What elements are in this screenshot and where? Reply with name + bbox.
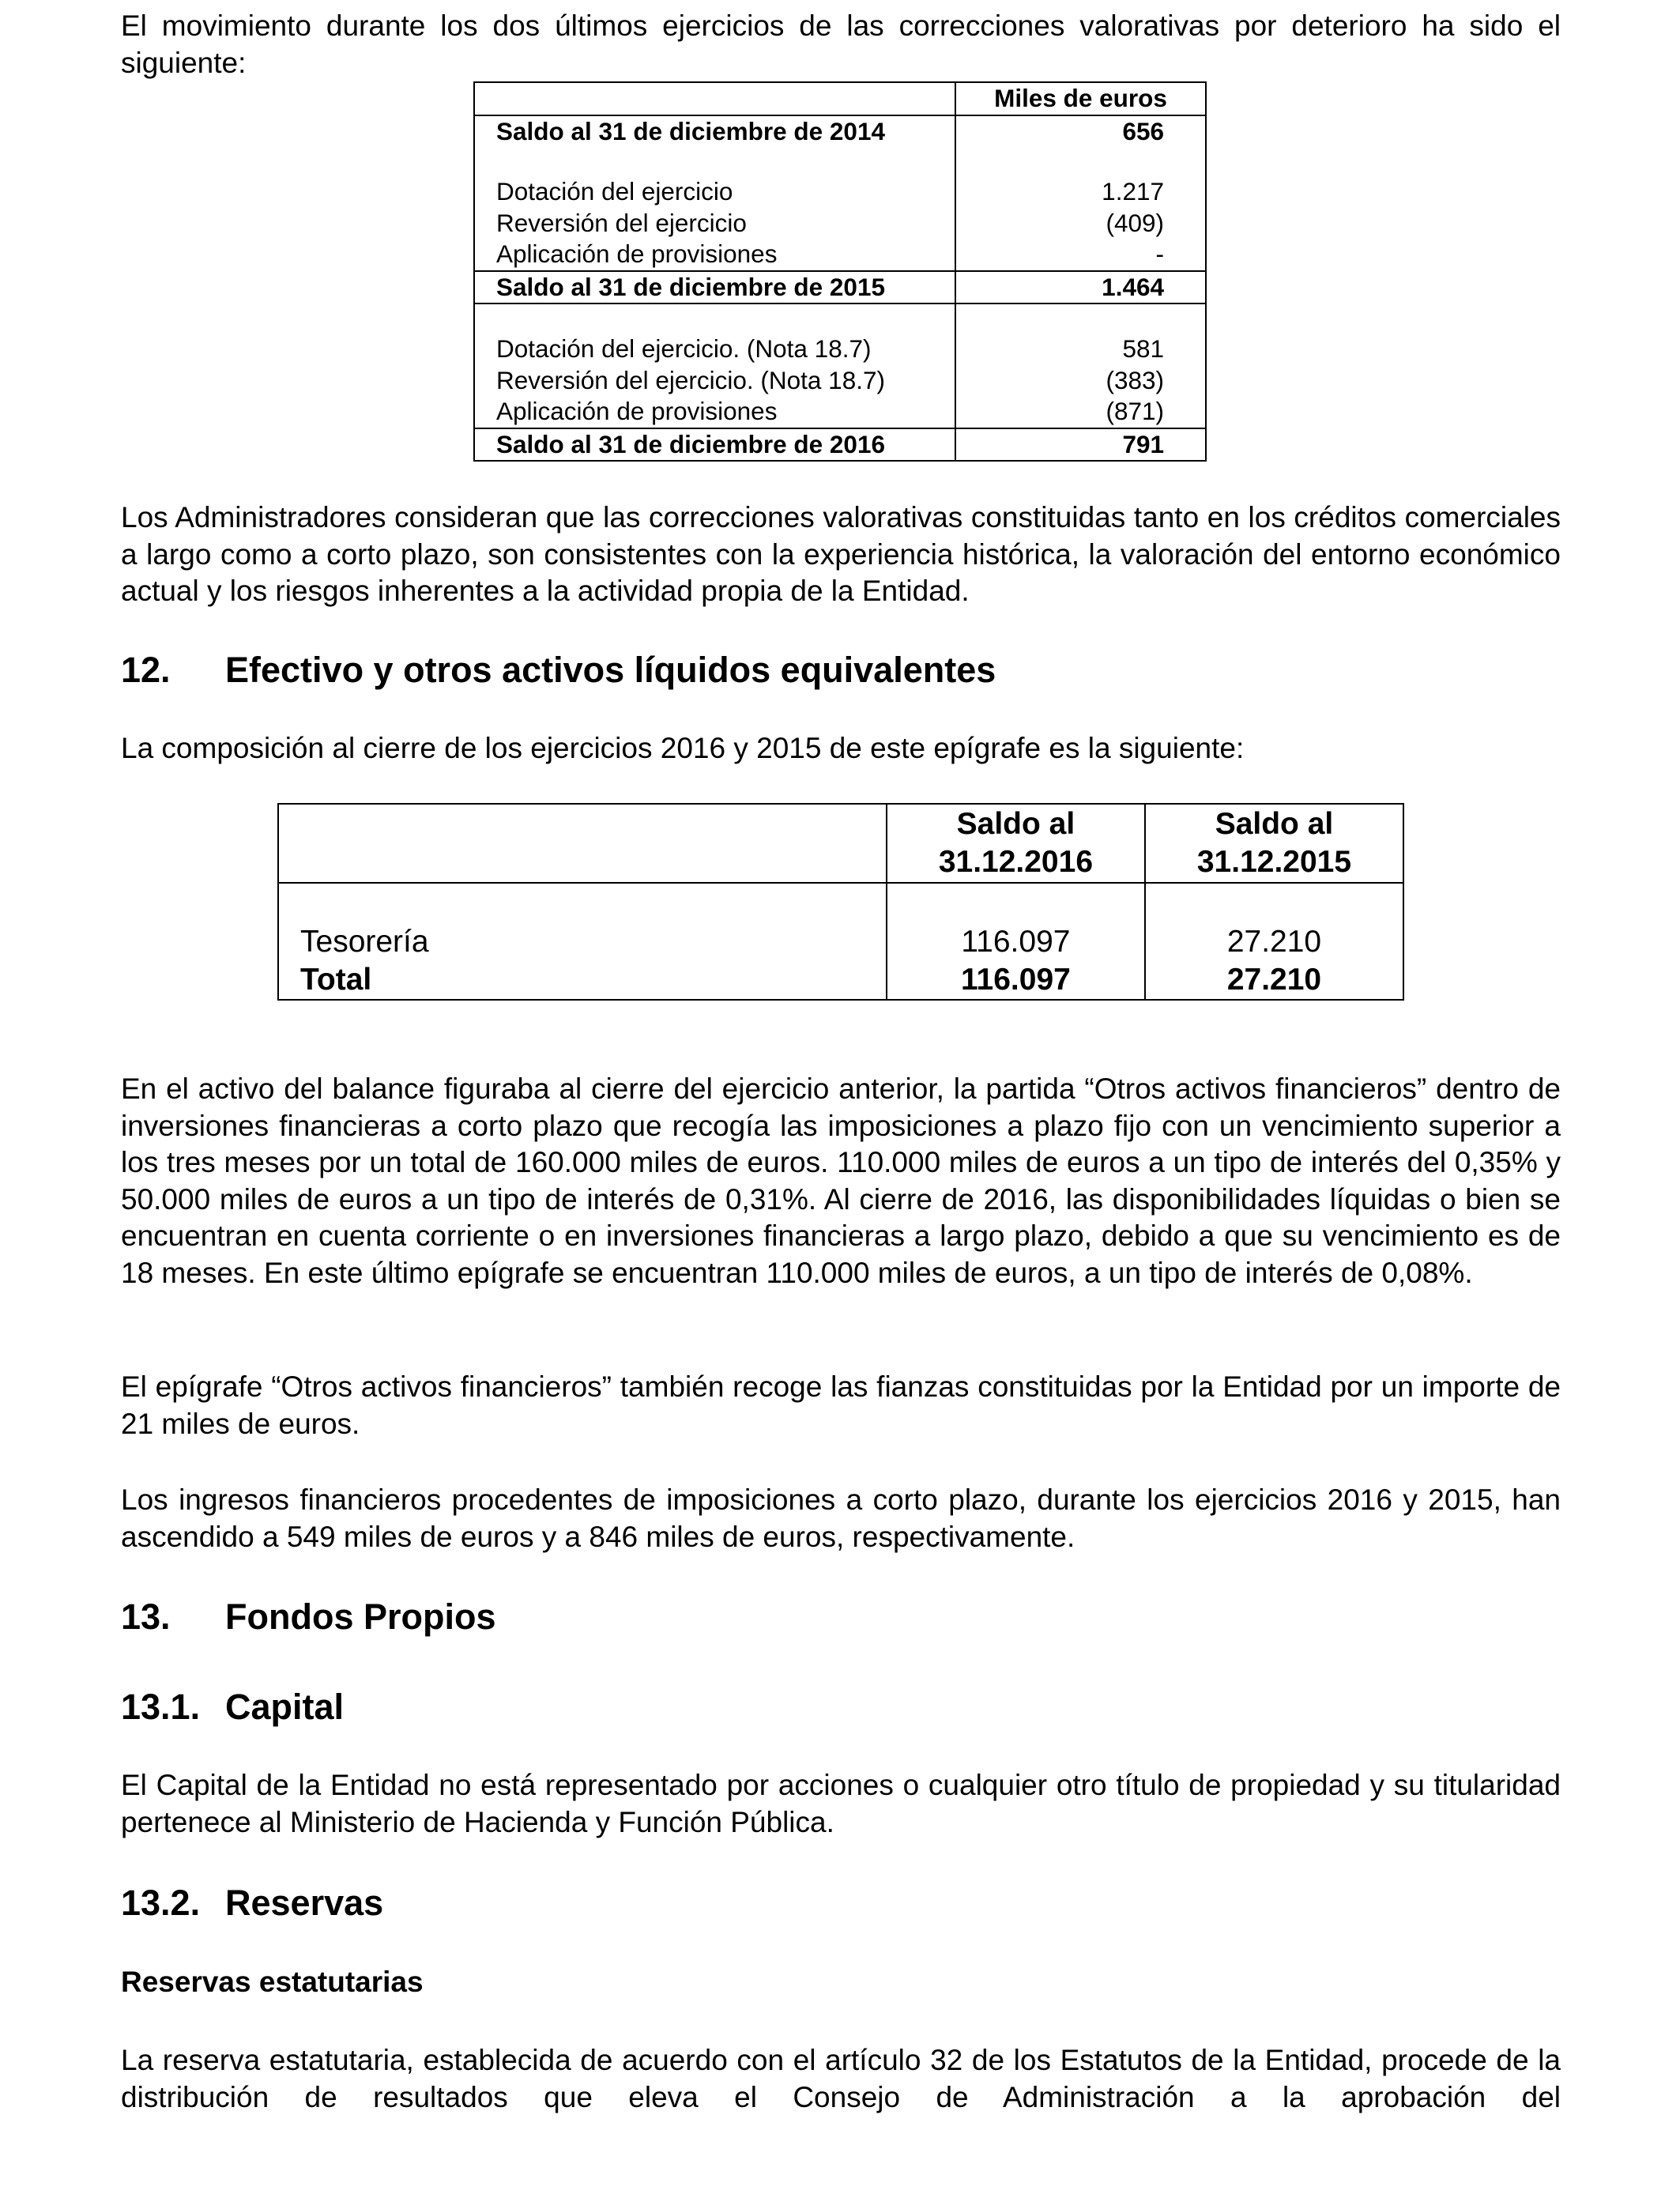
- table-row: Tesorería 116.097 27.210: [278, 883, 1403, 961]
- section-13-1-heading: 13.1. Capital: [121, 1687, 345, 1727]
- table-row: Aplicación de provisiones -: [474, 239, 1206, 271]
- reservas-estatutarias-heading: Reservas estatutarias: [121, 1966, 424, 1998]
- section-12-paragraph-3: Los ingresos financieros procedentes de imposiciones a corto plazo, durante los ejercicios 2016 y 2015, han ascendido a 549 miles de euros y a 846 miles de euros, respectivamente.: [121, 1483, 1561, 1553]
- table-row: Aplicación de provisiones (871): [474, 396, 1206, 428]
- table-row: Reversión del ejercicio. (Nota 18.7) (383): [474, 365, 1206, 397]
- section-13-2-text: La reserva estatutaria, establecida de acuerdo con el artículo 32 de los Estatutos de la Entidad, procede de la distribución de resultados que eleva el Consejo de Administración a la aprobación del: [121, 2044, 1561, 2113]
- table-total-row: Total 116.097 27.210: [278, 961, 1403, 1000]
- section-12-paragraph-2: El epígrafe “Otros activos financieros” también recoge las fianzas constituidas por la Entidad por un importe de 21 miles de euros.: [121, 1370, 1561, 1440]
- section-12-heading: 12. Efectivo y otros activos líquidos equivalentes: [121, 650, 996, 690]
- section-12-intro: La composición al cierre de los ejercicios 2016 y 2015 de este epígrafe es la siguiente:: [121, 732, 1245, 764]
- column-header: Miles de euros: [955, 82, 1206, 115]
- deterioro-table: [473, 81, 1207, 462]
- efectivo-table: [277, 803, 1404, 1001]
- table-header-row: [278, 804, 1403, 883]
- column-header-2015: Saldo al 31.12.2015: [1145, 804, 1403, 883]
- section-13-heading: 13. Fondos Propios: [121, 1596, 496, 1637]
- table-row: Saldo al 31 de diciembre de 2014 656: [474, 115, 1206, 148]
- table-row: Saldo al 31 de diciembre de 2016 791: [474, 428, 1206, 462]
- table-row: Reversión del ejercicio (409): [474, 208, 1206, 239]
- section-13-2-heading: 13.2. Reservas: [121, 1883, 384, 1923]
- table-row: Saldo al 31 de diciembre de 2015 1.464: [474, 271, 1206, 304]
- intro-paragraph: El movimiento durante los dos últimos ejercicios de las correcciones valorativas por deterioro ha sido el siguiente:: [121, 9, 1561, 79]
- table-row: Dotación del ejercicio 1.217: [474, 176, 1206, 208]
- section-13-1-text: El Capital de la Entidad no está representado por acciones o cualquier otro título de propiedad y su titularidad pertenece al Ministerio de Hacienda y Función Pública.: [121, 1769, 1561, 1838]
- administradores-paragraph: Los Administradores consideran que las correcciones valorativas constituidas tanto en los créditos comerciales a largo como a corto plazo, son consistentes con la experiencia histórica, la valoración del entorno económico actual y los riesgos inherentes a la actividad propia de la Entidad.: [121, 501, 1561, 607]
- table-header-row: [474, 82, 1206, 115]
- section-12-paragraph-1: En el activo del balance figuraba al cierre del ejercicio anterior, la partida “Otros activos financieros” dentro de inversiones financieras a corto plazo que recogía las imposiciones a plazo fijo con un vencimiento superior a los tres meses por un total de 160.000 miles de euros. 110.000 miles de euros a un tipo de interés del 0,35% y 50.000 miles de euros a un tipo de interés de 0,31%. Al cierre de 2016, las disponibilidades líquidas o bien se encuentran en cuenta corriente o en inversiones financieras a largo plazo, debido a que su vencimiento es de 18 meses. En este último epígrafe se encuentran 110.000 miles de euros, a un tipo de interés de 0,08%.: [121, 1072, 1561, 1289]
- column-header-2016: Saldo al 31.12.2016: [887, 804, 1145, 883]
- table-row: Dotación del ejercicio. (Nota 18.7) 581: [474, 334, 1206, 365]
